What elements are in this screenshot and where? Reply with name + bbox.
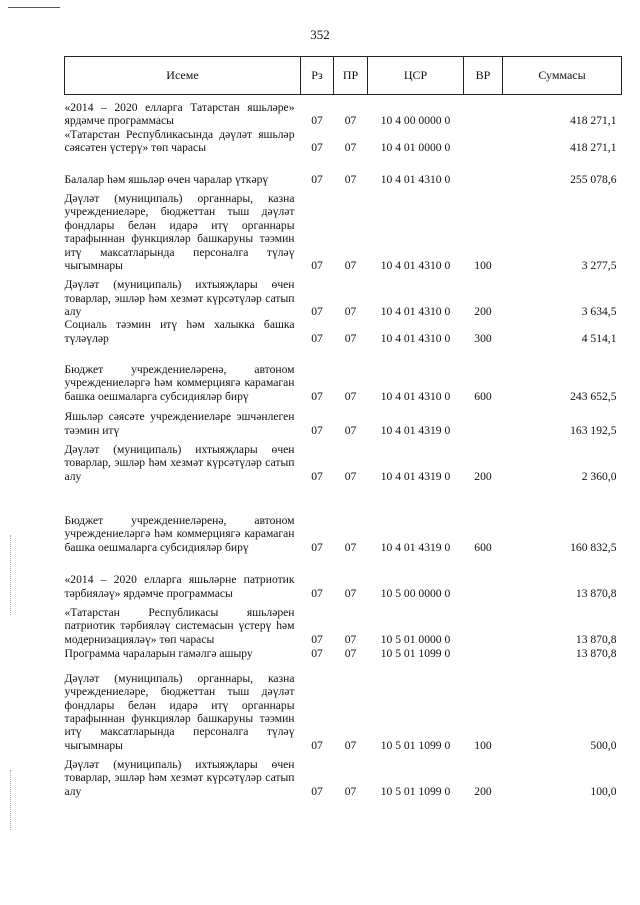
cell-sum: 13 870,8 — [575, 646, 617, 660]
cell-name: «Татарстан Республикасы яшьләрен патриотик тәрбияләү системасын үстерү һәм модернизацияләү» төп чарасы — [64, 605, 295, 646]
cell-name: «2014 – 2020 елларга яшьләрне патриотик тәрбияләү» ярдәмче программасы — [64, 573, 295, 600]
cell-rz: 07 — [311, 540, 323, 554]
table-row — [65, 403, 622, 437]
header-csr: ЦСР — [368, 57, 464, 95]
cell-csr: 10 4 01 4319 0 — [380, 423, 451, 437]
cell-vr — [464, 403, 503, 437]
table-body — [65, 95, 622, 799]
cell-csr: 10 4 01 4310 0 — [380, 389, 451, 403]
cell-csr: 10 4 01 4310 0 — [380, 304, 451, 318]
cell-pr: 07 — [344, 304, 357, 318]
cell-rz: 07 — [311, 784, 323, 798]
top-rule — [8, 7, 60, 8]
cell-sum: 163 192,5 — [570, 423, 617, 437]
cell-name: Программа чараларын гамәлгә ашыру — [64, 646, 253, 660]
cell-pr: 07 — [344, 469, 357, 483]
table-row — [65, 95, 622, 128]
cell-pr: 07 — [344, 784, 357, 798]
cell-name: Социаль тәэмин итү һәм халыкка башка түләүләр — [64, 318, 295, 345]
cell-csr: 10 5 01 1099 0 — [380, 738, 451, 752]
cell-sum: 243 652,5 — [570, 389, 617, 403]
cell-rz: 07 — [311, 646, 323, 660]
table-row — [65, 318, 622, 345]
cell-rz: 07 — [311, 469, 323, 483]
cell-csr: 10 4 01 4310 0 — [380, 172, 451, 186]
cell-vr — [464, 646, 503, 660]
cell-rz: 07 — [311, 738, 323, 752]
cell-rz: 07 — [311, 258, 323, 272]
cell-sum: 13 870,8 — [575, 632, 617, 646]
header-vr: ВР — [464, 57, 503, 95]
cell-sum: 418 271,1 — [570, 140, 617, 154]
cell-vr — [464, 600, 503, 646]
table-row — [65, 128, 622, 155]
cell-sum: 2 360,0 — [581, 469, 617, 483]
cell-rz: 07 — [311, 140, 323, 154]
cell-vr — [464, 95, 503, 128]
cell-pr: 07 — [344, 738, 357, 752]
cell-vr: 100 — [474, 738, 492, 752]
cell-pr: 07 — [344, 331, 357, 345]
cell-vr — [464, 154, 503, 186]
cell-pr: 07 — [344, 114, 357, 128]
cell-pr: 07 — [344, 540, 357, 554]
cell-csr: 10 4 00 0000 0 — [380, 114, 451, 128]
cell-name: «Татарстан Республикасында дәүләт яшьләр сәясәтен үстерү» төп чарасы — [64, 127, 295, 154]
cell-sum: 4 514,1 — [581, 331, 617, 345]
cell-vr: 200 — [474, 304, 492, 318]
page-number: 352 — [310, 27, 330, 42]
table-row — [65, 437, 622, 483]
cell-name: Балалар һәм яшьләр өчен чаралар үткәрү — [64, 172, 269, 186]
table-row — [65, 154, 622, 186]
cell-vr: 600 — [474, 540, 492, 554]
cell-csr: 10 5 01 1099 0 — [380, 646, 451, 660]
cell-sum: 13 870,8 — [575, 586, 617, 600]
cell-pr: 07 — [344, 389, 357, 403]
cell-csr: 10 4 01 0000 0 — [380, 140, 451, 154]
cell-rz: 07 — [311, 423, 323, 437]
cell-pr: 07 — [344, 586, 357, 600]
cell-sum: 3 634,5 — [581, 304, 617, 318]
cell-name: Дәүләт (муниципаль) органнары, казна учреждениеләре, бюджеттан тыш дәүләт фондлары белән идарә итү органнары тарафыннан функцияләр башкаруны тәэмин итү максатларында персоналга түләү чыгымнары — [64, 671, 295, 752]
cell-sum: 500,0 — [590, 738, 617, 752]
table-row — [65, 483, 622, 554]
table-row — [65, 646, 622, 660]
header-sum: Суммасы — [503, 57, 622, 95]
cell-vr — [464, 554, 503, 600]
cell-name: Дәүләт (муниципаль) ихтыяҗлары өчен товарлар, эшләр һәм хезмәт күрсәтүләр сатып алу — [64, 442, 295, 483]
cell-csr: 10 5 01 1099 0 — [380, 784, 451, 798]
cell-name: Бюджет учреждениеләренә, автоном учреждениеләргә һәм коммерциягә карамаган башка оешмаларга субсидияләр бирү — [64, 362, 295, 403]
cell-rz: 07 — [311, 304, 323, 318]
cell-sum: 255 078,6 — [570, 172, 617, 186]
table-row — [65, 752, 622, 798]
cell-csr: 10 5 00 0000 0 — [380, 586, 451, 600]
cell-csr: 10 5 01 0000 0 — [380, 632, 451, 646]
cell-sum: 3 277,5 — [581, 258, 617, 272]
cell-csr: 10 4 01 4319 0 — [380, 540, 451, 554]
cell-vr: 600 — [474, 389, 492, 403]
cell-rz: 07 — [311, 114, 323, 128]
cell-name: Дәүләт (муниципаль) ихтыяҗлары өчен товарлар, эшләр һәм хезмәт күрсәтүләр сатып алу — [64, 757, 295, 798]
table-header-row — [65, 57, 622, 95]
cell-pr: 07 — [344, 632, 357, 646]
cell-pr: 07 — [344, 646, 357, 660]
cell-csr: 10 4 01 4310 0 — [380, 331, 451, 345]
header-name: Исеме — [65, 57, 301, 95]
cell-pr: 07 — [344, 172, 357, 186]
header-rz: Рз — [301, 57, 334, 95]
cell-csr: 10 4 01 4319 0 — [380, 469, 451, 483]
cell-sum: 100,0 — [590, 784, 617, 798]
cell-sum: 160 832,5 — [570, 540, 617, 554]
cell-rz: 07 — [311, 331, 323, 345]
header-pr: ПР — [334, 57, 368, 95]
margin-mark — [10, 770, 11, 830]
cell-vr: 200 — [474, 784, 492, 798]
table-row — [65, 186, 622, 272]
cell-name: Яшьләр сәясәте учреждениеләре эшчәнлеген тәэмин итү — [64, 410, 295, 437]
table-row — [65, 272, 622, 318]
table-row — [65, 554, 622, 600]
cell-pr: 07 — [344, 423, 357, 437]
cell-vr: 100 — [474, 258, 492, 272]
cell-vr — [464, 128, 503, 155]
cell-rz: 07 — [311, 172, 323, 186]
table-row — [65, 600, 622, 646]
margin-mark — [10, 535, 11, 615]
cell-name: Дәүләт (муниципаль) органнары, казна учреждениеләре, бюджеттан тыш дәүләт фондлары белән идарә итү органнары тарафыннан функцияләр башкаруны тәэмин итү максатларында персоналга түләү чыгымнары — [64, 191, 295, 272]
cell-name: Дәүләт (муниципаль) ихтыяҗлары өчен товарлар, эшләр һәм хезмәт күрсәтүләр сатып алу — [64, 278, 295, 318]
cell-rz: 07 — [311, 389, 323, 403]
cell-rz: 07 — [311, 586, 323, 600]
cell-csr: 10 4 01 4310 0 — [380, 258, 451, 272]
budget-table — [64, 56, 622, 798]
cell-name: Бюджет учреждениеләренә, автоном учреждениеләргә һәм коммерциягә карамаган башка оешмаларга субсидияләр бирү — [64, 513, 295, 554]
cell-pr: 07 — [344, 140, 357, 154]
table-row — [65, 345, 622, 403]
cell-vr: 200 — [474, 469, 492, 483]
table-row — [65, 660, 622, 752]
cell-name: «2014 – 2020 елларга Татарстан яшьләре» ярдәмче программасы — [64, 100, 295, 128]
cell-vr: 300 — [474, 331, 492, 345]
cell-rz: 07 — [311, 632, 323, 646]
cell-sum: 418 271,1 — [570, 114, 617, 128]
cell-pr: 07 — [344, 258, 357, 272]
